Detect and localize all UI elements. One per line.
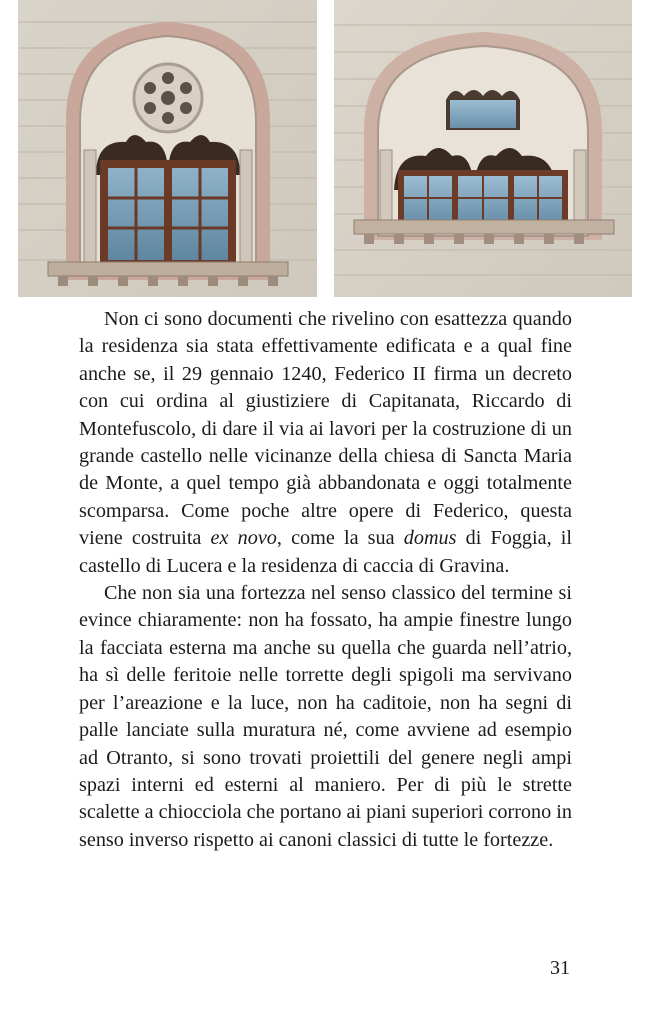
- italic-domus: domus: [403, 527, 457, 550]
- italic-ex-novo: ex novo: [210, 527, 277, 550]
- body-text: [79, 306, 572, 854]
- window-photo-right: [334, 0, 632, 297]
- paragraph-1-text-2: , come la sua: [276, 527, 404, 550]
- window-photo-left: [18, 0, 317, 297]
- page-number: 31: [550, 957, 570, 979]
- paragraph-1-text-3: di Foggia, il castello di Lucera e la residenza di caccia di Gravina.: [79, 527, 572, 577]
- paragraph-2: Che non sia una fortezza nel senso classico del termine si evince chiaramente: non ha fossato, ha ampie finestre lungo la facciata esterna ma anche su quella che guarda nell’atrio, ha sì delle feritoie nelle torrette degli spigoli ma servivano per l’areazione e la luce, non ha caditoie, non ha segni di palle lanciate sulla muratura né, come avviene ad esempio ad Otranto, si sono trovati proiettili del genere negli ampi spazi interni ed esterni al maniero. Per di più le strette scalette a chiocciola che portano ai piani superiori corrono in senso inverso rispetto ai canoni classici di tutte le fortezze.: [79, 582, 572, 851]
- paragraph-1-text: Non ci sono documenti che rivelino con esattezza quando la residenza sia stata effettivamente edificata e a qual fine anche se, il 29 gennaio 1240, Federico II firma un decreto con cui ordina al giustiziere di Capitanata, Riccardo di Montefuscolo, di dare il via ai lavori per la costruzione di un grande castello nelle vicinanze della chiesa di Sancta Maria de Monte, a quel tempo già abbandonata e oggi totalmente scomparsa. Come poche altre opere di Federico, questa viene costruita: [79, 308, 572, 550]
- paragraph-1: [79, 306, 572, 580]
